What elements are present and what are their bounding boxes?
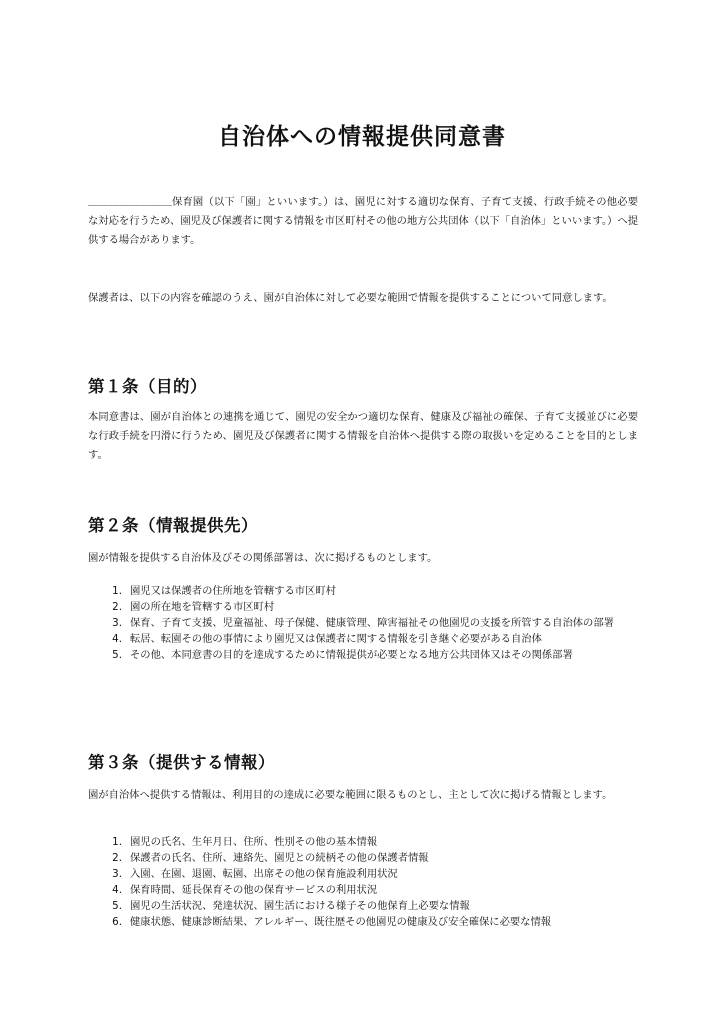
list-item [88, 631, 638, 647]
document-title: 自治体への情報提供同意書 [218, 124, 506, 150]
list-item-number: 3. [112, 868, 122, 880]
list-item-text: 転居、転園その他の事情により園児又は保護者に関する情報を引き継ぐ必要がある自治体 [130, 633, 542, 645]
list-item-text: その他、本同意書の目的を達成するために情報提供が必要となる地方公共団体又はその関係部署 [130, 649, 573, 661]
list-item-number: 2. [112, 852, 122, 864]
list-item [88, 914, 638, 930]
list-item-number: 5. [112, 649, 122, 661]
list-item-number: 6. [112, 916, 122, 928]
section-3-body: 園が自治体へ提供する情報は、利用目的の達成に必要な範囲に限るものとし、主として次に掲げる情報とします。 [88, 789, 613, 801]
list-item-text: 園児の生活状況、発達状況、園生活における様子その他保育上必要な情報 [130, 900, 470, 912]
list-item [88, 615, 638, 631]
list-item-text: 保護者の氏名、住所、連絡先、園児との続柄その他の保護者情報 [130, 852, 429, 864]
list-item-number: 3. [112, 617, 122, 629]
list-item-number: 1. [112, 836, 122, 848]
list-item-text: 園の所在地を管轄する市区町村 [130, 601, 275, 613]
list-item [88, 583, 638, 599]
section-1-heading: 第１条（目的） [88, 377, 207, 396]
list-item-text: 園児又は保護者の住所地を管轄する市区町村 [130, 585, 336, 597]
list-item-number: 5. [112, 900, 122, 912]
list-item-text: 保育時間、延長保育その他の保育サービスの利用状況 [130, 884, 378, 896]
list-item-text: 健康状態、健康診断結果、アレルギー、既往歴その他園児の健康及び安全確保に必要な情報 [130, 916, 552, 928]
list-item [88, 834, 638, 850]
list-item [88, 898, 638, 914]
section-3-heading: 第３条（提供する情報） [88, 753, 275, 772]
list-item [88, 882, 638, 898]
section-3-list [88, 834, 638, 930]
section-2-list [88, 583, 638, 663]
section-2-heading: 第２条（情報提供先） [88, 516, 258, 535]
list-item-text: 園児の氏名、生年月日、住所、性別その他の基本情報 [130, 836, 378, 848]
list-item-text: 入園、在園、退園、転園、出席その他の保育施設利用状況 [130, 868, 398, 880]
list-item-text: 保育、子育て支援、児童福祉、母子保健、健康管理、障害福祉その他園児の支援を所管する自治体の部署 [130, 617, 614, 629]
consent-paragraph: 保護者は、以下の内容を確認のうえ、園が自治体に対して必要な範囲で情報を提供することについて同意します。 [88, 292, 613, 304]
intro-paragraph: ＿＿＿＿＿＿＿＿保育園（以下「園」といいます。）は、園児に対する適切な保育、子育て支援、行政手続その他必要な対応を行うため、園児及び保護者に関する情報を市区町村その他の地方公共団体（以下「自治体」といいます。）へ提供する場合があります。 [88, 196, 638, 246]
list-item-number: 1. [112, 585, 122, 597]
section-1-body: 本同意書は、園が自治体との連携を通じて、園児の安全かつ適切な保育、健康及び福祉の確保、子育て支援並びに必要な行政手続を円滑に行うため、園児及び保護者に関する情報を自治体へ提供する際の取扱いを定めることを目的とします。 [88, 411, 638, 461]
list-item [88, 599, 638, 615]
list-item-number: 2. [112, 601, 122, 613]
list-item [88, 866, 638, 882]
list-item [88, 850, 638, 866]
section-2-body: 園が情報を提供する自治体及びその関係部署は、次に掲げるものとします。 [88, 552, 438, 564]
list-item-number: 4. [112, 633, 122, 645]
list-item [88, 647, 638, 663]
list-item-number: 4. [112, 884, 122, 896]
